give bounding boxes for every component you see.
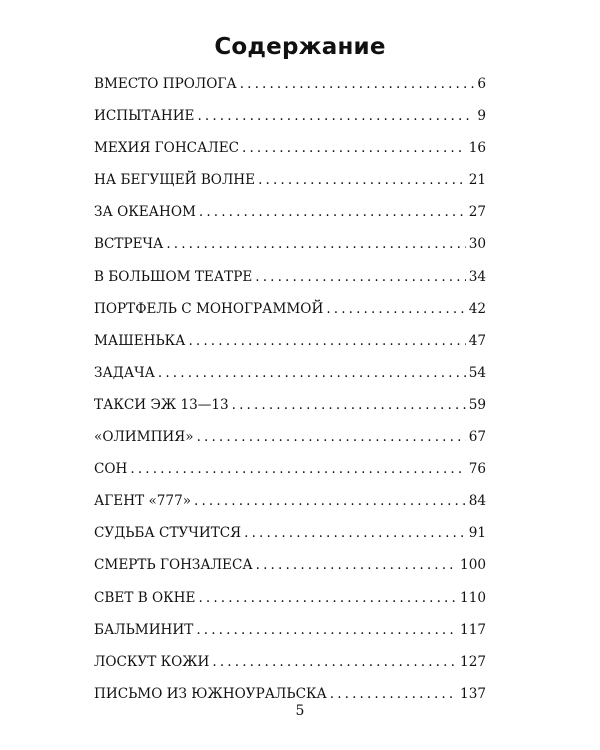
toc-entry-page: 91 [468, 525, 486, 542]
toc-entry-title: БАЛЬМИНИТ [94, 621, 194, 638]
toc-entry-page: 67 [468, 429, 486, 446]
toc-entry [94, 357, 486, 389]
dot-leader [197, 421, 466, 453]
toc-entry [94, 485, 486, 517]
table-of-contents [94, 68, 486, 710]
toc-entry-page: 9 [477, 108, 486, 125]
toc-entry [94, 164, 486, 196]
toc-entry [94, 293, 486, 325]
toc-entry-page: 16 [468, 140, 486, 157]
toc-entry-title: ВМЕСТО ПРОЛОГА [94, 76, 237, 92]
toc-entry [94, 389, 486, 421]
toc-entry-title: СВЕТ В ОКНЕ [94, 589, 196, 606]
toc-entry [94, 261, 486, 293]
toc-entry-title: ИСПЫТАНИЕ [94, 108, 195, 125]
toc-entry-title: МАШЕНЬКА [94, 332, 186, 349]
toc-entry-page: 34 [468, 268, 486, 285]
toc-entry-page: 27 [468, 204, 486, 221]
dot-leader [197, 100, 474, 132]
toc-entry-title: ПИСЬМО ИЗ ЮЖНОУРАЛЬСКА [94, 685, 327, 702]
dot-leader [194, 485, 466, 517]
toc-entry [94, 228, 486, 260]
dot-leader [240, 68, 475, 100]
toc-entry [94, 517, 486, 549]
toc-entry [94, 132, 486, 164]
toc-entry [94, 453, 486, 485]
toc-entry [94, 196, 486, 228]
toc-entry-page: 6 [477, 76, 486, 92]
dot-leader [198, 582, 457, 614]
toc-entry [94, 646, 486, 678]
dot-leader [326, 293, 465, 325]
toc-entry-title: НА БЕГУЩЕЙ ВОЛНЕ [94, 172, 256, 189]
toc-entry-page: 54 [468, 364, 486, 381]
toc-entry-page: 42 [468, 300, 486, 317]
toc-entry-page: 117 [460, 621, 486, 638]
toc-entry [94, 549, 486, 581]
toc-entry-title: ЛОСКУТ КОЖИ [94, 653, 210, 670]
toc-entry-page: 127 [460, 653, 486, 670]
dot-leader [166, 228, 465, 260]
dot-leader [130, 453, 465, 485]
dot-leader [199, 196, 466, 228]
page-number: 5 [295, 703, 305, 719]
dot-leader [255, 261, 465, 293]
toc-entry-title: «ОЛИМПИЯ» [94, 429, 194, 446]
dot-leader [158, 357, 466, 389]
toc-entry-page: 59 [468, 396, 486, 413]
toc-entry-title: ПОРТФЕЛЬ С МОНОГРАММОЙ [94, 300, 324, 317]
toc-entry-title: АГЕНТ «777» [94, 493, 192, 510]
toc-entry-title: СМЕРТЬ ГОНЗАЛЕСА [94, 557, 253, 574]
toc-entry-page: 21 [468, 172, 486, 189]
toc-entry-page: 84 [468, 493, 486, 510]
toc-entry-page: 137 [460, 685, 486, 702]
dot-leader [256, 549, 457, 581]
toc-entry-title: ТАКСИ ЭЖ 13—13 [94, 396, 229, 413]
page-title: Содержание [214, 34, 386, 60]
toc-entry-title: ЗАДАЧА [94, 364, 155, 381]
dot-leader [244, 517, 466, 549]
toc-entry-title: СУДЬБА СТУЧИТСЯ [94, 525, 242, 542]
dot-leader [196, 614, 457, 646]
toc-entry-page: 47 [468, 332, 486, 349]
toc-entry-page: 30 [468, 236, 486, 253]
dot-leader [232, 389, 466, 421]
toc-entry [94, 614, 486, 646]
toc-entry [94, 421, 486, 453]
toc-entry-page: 76 [468, 461, 486, 478]
dot-leader [188, 325, 465, 357]
toc-entry-title: СОН [94, 461, 128, 478]
toc-entry [94, 100, 486, 132]
toc-entry-page: 110 [460, 589, 486, 606]
toc-entry-title: МЕХИЯ ГОНСАЛЕС [94, 140, 240, 157]
dot-leader [258, 164, 466, 196]
toc-entry-title: ВСТРЕЧА [94, 236, 164, 253]
toc-entry [94, 325, 486, 357]
toc-entry-page: 100 [460, 557, 486, 574]
toc-entry [94, 582, 486, 614]
toc-entry-title: В БОЛЬШОМ ТЕАТРЕ [94, 268, 253, 285]
toc-entry [94, 68, 486, 100]
dot-leader [242, 132, 466, 164]
dot-leader [212, 646, 457, 678]
toc-entry-title: ЗА ОКЕАНОМ [94, 204, 196, 221]
